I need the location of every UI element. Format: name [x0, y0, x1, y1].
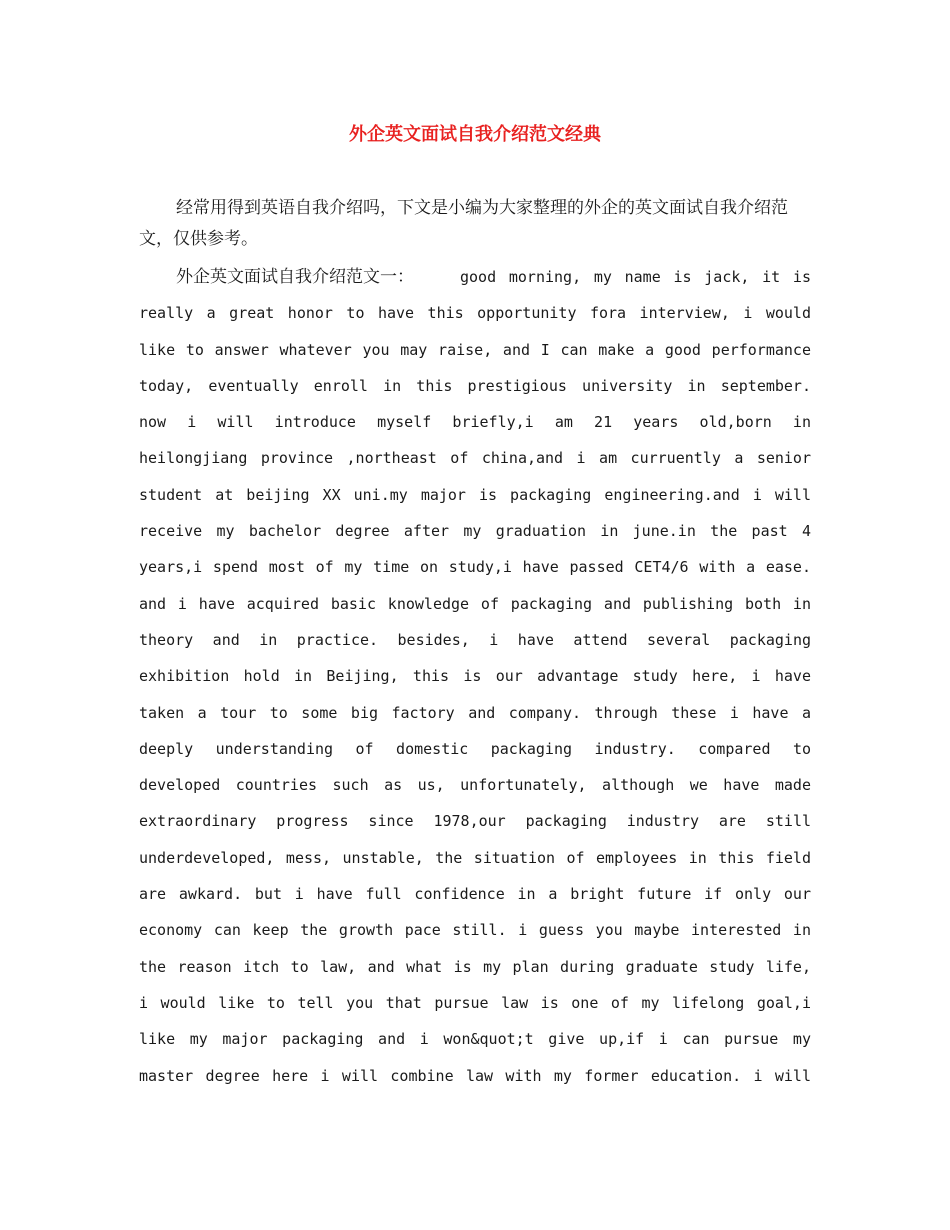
body-line: deeply understanding of domestic packaging industry. compared to [139, 739, 811, 758]
body-line: years,i spend most of my time on study,i have passed CET4/6 with a ease. [139, 558, 811, 577]
body-line: student at beijing XX uni.my major is packaging engineering.and i will [139, 485, 811, 504]
body-line: developed countries such as us, unfortunately, although we have made [139, 776, 811, 795]
body-line: master degree here i will combine law with my former education. i will [139, 1066, 811, 1085]
body-line: really a great honor to have this opportunity fora interview, i would [139, 304, 811, 323]
body-line: today, eventually enroll in this prestigious university in september. [139, 376, 811, 395]
body-line: i would like to tell you that pursue law is one of my lifelong goal,i [139, 993, 811, 1012]
body-line: receive my bachelor degree after my graduation in june.in the past 4 [139, 522, 811, 541]
document-title: 外企英文面试自我介绍范文经典 [349, 124, 601, 145]
sample-heading: 外企英文面试自我介绍范文一： [176, 267, 414, 287]
body-line: theory and in practice. besides, i have attend several packaging [139, 630, 811, 649]
body-line: extraordinary progress since 1978,our packaging industry are still [139, 812, 811, 831]
body-line-text: good morning, my name is jack, it is [460, 268, 811, 286]
body-line: like to answer whatever you may raise, and I can make a good performance [139, 340, 811, 359]
body-line: taken a tour to some big factory and company. through these i have a [139, 703, 811, 722]
body-line: exhibition hold in Beijing, this is our advantage study here, i have [139, 667, 811, 686]
body-line: the reason itch to law, and what is my plan during graduate study life, [139, 957, 811, 976]
body-line: now i will introduce myself briefly,i am 21 years old,born in [139, 413, 811, 432]
body-line: economy can keep the growth pace still. i guess you maybe interested in [139, 921, 811, 940]
body-line: and i have acquired basic knowledge of packaging and publishing both in [139, 594, 811, 613]
body-line: heilongjiang province ,northeast of china,and i am curruently a senior [139, 449, 811, 468]
body-line: are awkard. but i have full confidence in a bright future if only our [139, 885, 811, 904]
body-text [139, 259, 811, 1094]
body-line: underdeveloped, mess, unstable, the situation of employees in this field [139, 848, 811, 867]
body-line: like my major packaging and i won&quot;t give up,if i can pursue my [139, 1030, 811, 1049]
body-line [139, 259, 811, 295]
intro-paragraph: 经常用得到英语自我介绍吗，下文是小编为大家整理的外企的英文面试自我介绍范文，仅供参考。 [139, 198, 788, 249]
